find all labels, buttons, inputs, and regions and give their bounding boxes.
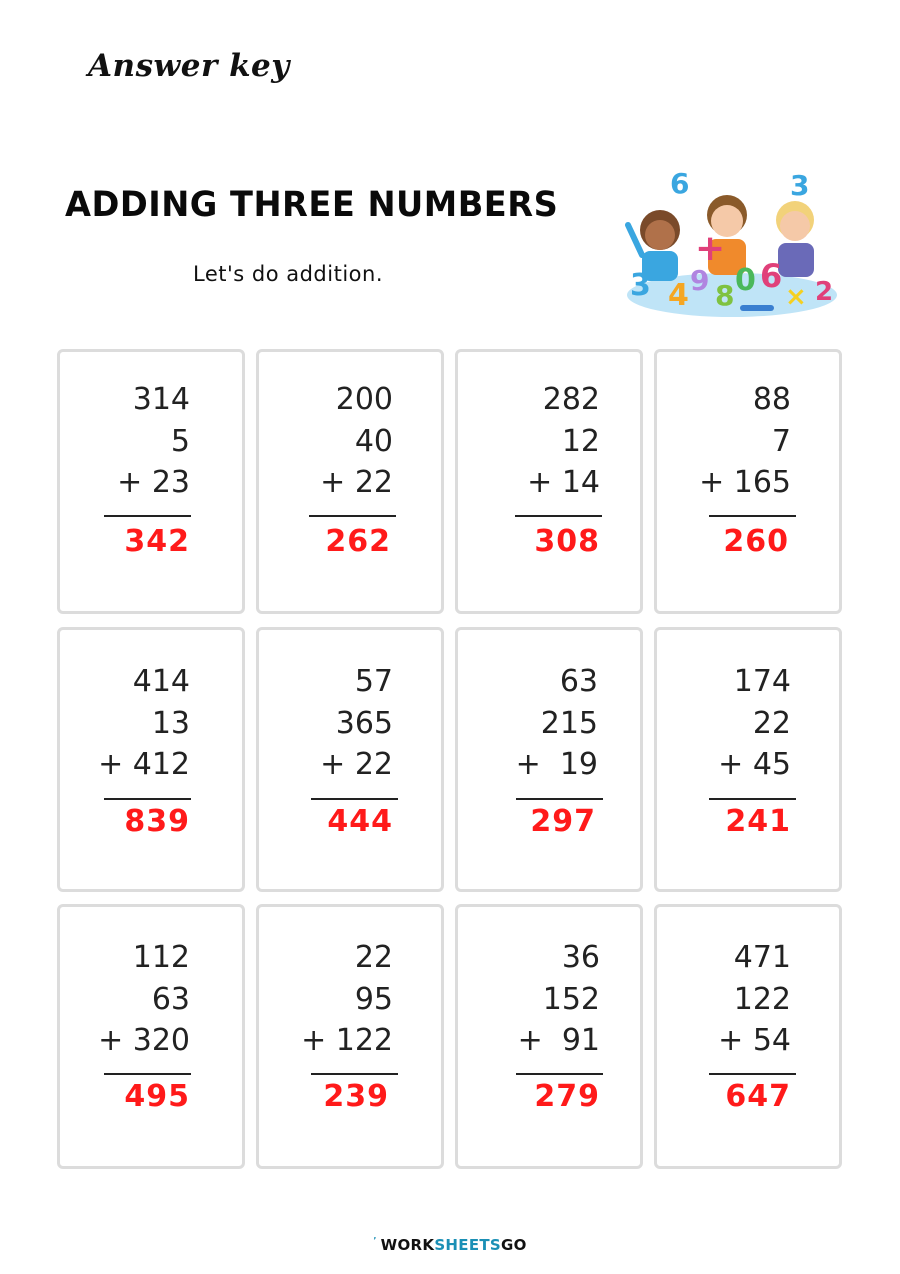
- answer-key-heading: Answer key: [88, 48, 290, 84]
- answer: 260: [723, 524, 789, 559]
- addends: [527, 379, 600, 504]
- addend-2: 63: [151, 981, 190, 1017]
- sum-line: [709, 1073, 796, 1075]
- svg-text:6: 6: [670, 167, 690, 200]
- svg-text:×: ×: [785, 282, 807, 312]
- addend-2: 122: [733, 981, 791, 1017]
- problem-card: [256, 349, 444, 614]
- svg-text:2: 2: [815, 277, 834, 307]
- addends: [301, 937, 393, 1062]
- addend-2: 13: [151, 705, 190, 741]
- svg-text:3: 3: [630, 268, 651, 303]
- addends: [518, 937, 600, 1062]
- addend-1: 200: [335, 382, 393, 417]
- problem-card: [57, 349, 245, 614]
- svg-text:0: 0: [735, 263, 756, 298]
- page-title: ADDING THREE NUMBERS: [65, 185, 559, 225]
- addend-3: + 19: [515, 747, 598, 782]
- addends: [699, 379, 791, 504]
- brand-part-sheets: SHEETS: [434, 1236, 502, 1254]
- addends: [516, 661, 598, 786]
- answer: 279: [534, 1079, 600, 1114]
- addend-1: 63: [559, 664, 598, 699]
- addend-1: 282: [542, 382, 600, 417]
- addend-3: + 122: [301, 1023, 393, 1058]
- sum-line: [104, 798, 191, 800]
- addend-3: + 22: [320, 465, 393, 500]
- answer: 444: [327, 804, 393, 839]
- answer: 262: [325, 524, 391, 559]
- sum-line: [311, 1073, 398, 1075]
- addend-3: + 45: [718, 747, 791, 782]
- addend-1: 88: [752, 382, 791, 417]
- problem-card: [654, 627, 842, 892]
- addend-2: 215: [540, 705, 598, 741]
- addend-2: 12: [561, 423, 600, 459]
- addend-1: 414: [132, 664, 190, 699]
- addends: [718, 661, 791, 786]
- problem-card: [455, 349, 643, 614]
- addends: [320, 661, 393, 786]
- addend-3: + 14: [527, 465, 600, 500]
- addend-3: + 320: [98, 1023, 190, 1058]
- problem-card: [256, 627, 444, 892]
- addend-2: 95: [354, 981, 393, 1017]
- addends: [98, 937, 190, 1062]
- instructions: Let's do addition.: [193, 262, 383, 286]
- answer: 342: [124, 524, 190, 559]
- sum-line: [309, 515, 396, 517]
- sum-line: [516, 798, 603, 800]
- addend-1: 112: [132, 940, 190, 975]
- problem-card: [455, 904, 643, 1169]
- sum-line: [709, 515, 796, 517]
- svg-text:3: 3: [790, 169, 810, 202]
- logo-mark-icon: ’: [373, 1236, 377, 1245]
- problem-card: [654, 349, 842, 614]
- addend-2: 7: [771, 423, 791, 459]
- svg-text:4: 4: [668, 278, 689, 313]
- addends: [98, 661, 190, 786]
- sum-line: [516, 1073, 603, 1075]
- answer: 495: [124, 1079, 190, 1114]
- addend-3: + 165: [699, 465, 791, 500]
- sum-line: [709, 798, 796, 800]
- sum-line: [311, 798, 398, 800]
- answer: 297: [530, 804, 596, 839]
- addend-3: + 54: [718, 1023, 791, 1058]
- problem-card: [57, 627, 245, 892]
- problem-card: [256, 904, 444, 1169]
- addends: [718, 937, 791, 1062]
- answer: 839: [124, 804, 190, 839]
- problem-card: [57, 904, 245, 1169]
- addend-1: 314: [132, 382, 190, 417]
- addend-2: 22: [752, 705, 791, 741]
- kids-with-numbers-illustration-icon: [620, 165, 845, 325]
- brand-logo: [0, 1236, 900, 1254]
- problem-card: [455, 627, 643, 892]
- addend-2: 5: [170, 423, 190, 459]
- problem-card: [654, 904, 842, 1169]
- addend-1: 22: [354, 940, 393, 975]
- svg-text:8: 8: [715, 279, 735, 312]
- addend-3: + 91: [517, 1023, 600, 1058]
- svg-text:+: +: [695, 228, 726, 269]
- answer: 647: [725, 1079, 791, 1114]
- answer: 241: [725, 804, 791, 839]
- addends: [320, 379, 393, 504]
- sum-line: [104, 1073, 191, 1075]
- addend-1: 174: [733, 664, 791, 699]
- addend-1: 36: [561, 940, 600, 975]
- addend-2: 40: [354, 423, 393, 459]
- addends: [117, 379, 190, 504]
- addend-3: + 23: [117, 465, 190, 500]
- addend-3: + 412: [98, 747, 190, 782]
- brand-part-work: WORK: [380, 1236, 435, 1254]
- sum-line: [515, 515, 602, 517]
- sum-line: [104, 515, 191, 517]
- addend-3: + 22: [320, 747, 393, 782]
- answer: 239: [323, 1079, 389, 1114]
- svg-text:6: 6: [760, 257, 783, 295]
- svg-text:9: 9: [690, 264, 710, 297]
- brand-part-go: GO: [501, 1236, 527, 1254]
- answer: 308: [534, 524, 600, 559]
- addend-2: 365: [335, 705, 393, 741]
- addend-1: 57: [354, 664, 393, 699]
- addend-2: 152: [542, 981, 600, 1017]
- addend-1: 471: [733, 940, 791, 975]
